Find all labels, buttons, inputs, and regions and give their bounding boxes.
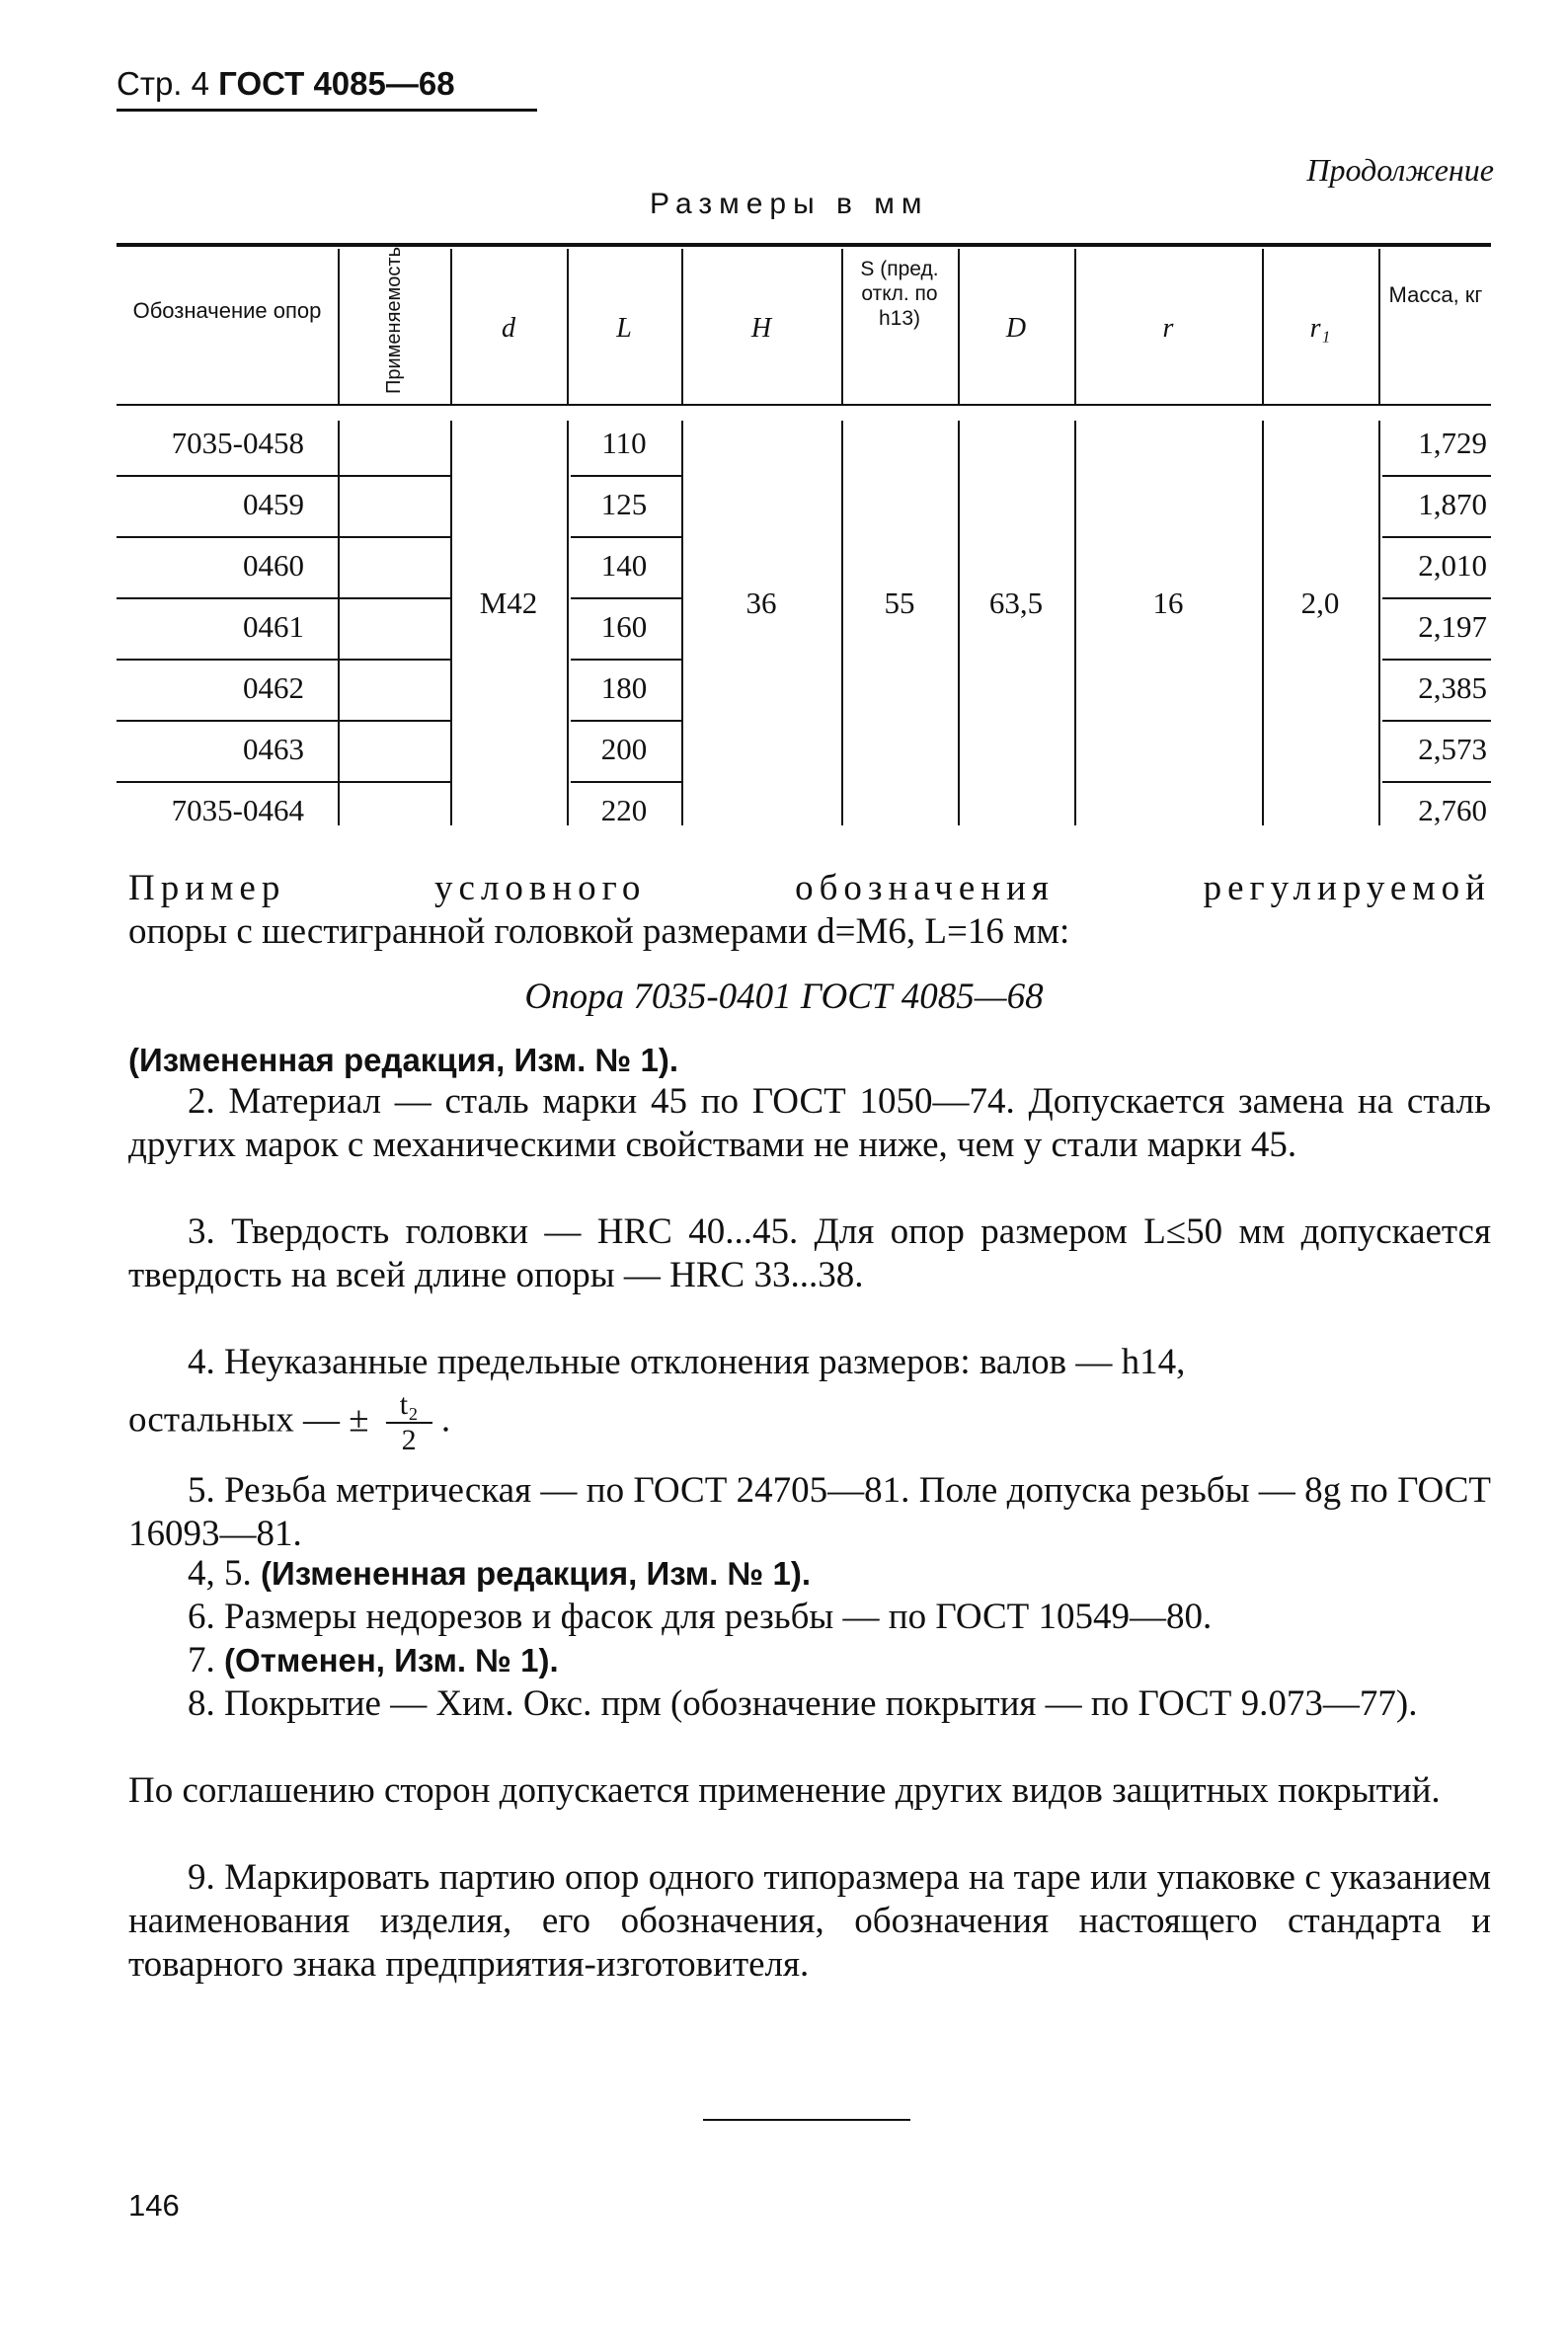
paragraph-45-prefix: 4, 5. [188,1553,252,1594]
table-cell-designation: 7035-0458 [171,426,304,460]
header-r1: r₁ [1309,313,1331,344]
example-intro-line1: Пример условного обозначения регулируемой [128,868,1491,908]
table-cell-L: 180 [600,670,648,705]
paragraph-5: 5. Резьба метрическая — по ГОСТ 24705—81. Поле допуска резьбы — 8g по ГОСТ 16093—81. [128,1470,1491,1554]
col-sep [958,421,960,825]
table-cell-mass: 2,573 [1418,732,1487,766]
standard-label: ГОСТ 4085—68 [218,65,455,102]
row-sep [117,475,450,477]
table-cell-designation: 0459 [243,487,304,521]
row-sep [571,597,681,599]
table-cell-mass: 2,197 [1418,609,1487,644]
row-sep [571,781,681,783]
col-sep [338,421,340,825]
header-r: r [1162,313,1174,344]
col-sep [1262,421,1264,825]
table-cell-L: 110 [601,426,647,460]
merged-S: 55 [884,586,915,620]
paragraph-2: 2. Материал — сталь марки 45 по ГОСТ 1050—74. Допускается замена на сталь других марок с механическими свойствами не ниже, чем у стали марки 45. [128,1081,1491,1165]
table-cell-mass: 2,010 [1418,548,1487,583]
row-sep [1382,659,1491,661]
footer-rule [703,2119,910,2121]
col-sep [450,421,452,825]
row-sep [1382,475,1491,477]
table-top-rule [117,243,1491,247]
table-header-rule [117,404,1491,406]
fraction [386,1388,432,1457]
example-designation: Опора 7035-0401 ГОСТ 4085—68 [524,976,1044,1017]
col-sep [841,249,843,404]
header-D: D [1005,313,1027,344]
row-sep [117,781,450,783]
header-applicability: Применяемость [383,247,405,394]
paragraph-7 [188,1639,559,1682]
header-designation: Обозначение опор [132,298,322,323]
row-sep [117,720,450,722]
continuation-label: Продолжение [1306,152,1494,188]
col-sep [338,249,340,404]
table-cell-L: 160 [600,609,648,644]
table-cell-designation: 0461 [243,609,304,644]
page-label: Стр. 4 [117,65,209,102]
header-rule [117,109,537,112]
table-cell-designation: 0460 [243,548,304,583]
example-intro-line2: опоры с шестигранной головкой размерами d=M6, L=16 мм: [128,911,1070,952]
row-sep [1382,597,1491,599]
fraction-denominator: 2 [401,1424,417,1456]
fraction-numerator: t₂ [386,1388,432,1424]
row-sep [117,597,450,599]
paragraph-4a: 4. Неуказанные предельные отклонения размеров: валов — h14, [188,1342,1186,1382]
merged-D: 63,5 [988,586,1044,620]
paragraph-6: 6. Размеры недорезов и фасок для резьбы — по ГОСТ 10549—80. [188,1597,1213,1637]
col-sep [1074,421,1076,825]
col-sep [681,421,683,825]
paragraph-4b-text: остальных — ± [128,1399,369,1441]
paragraph-7-prefix: 7. [188,1640,215,1680]
row-sep [1382,720,1491,722]
table-cell-L: 200 [600,732,648,766]
col-sep [841,421,843,825]
row-sep [1382,536,1491,538]
table-cell-mass: 1,870 [1418,487,1487,521]
header-H: H [750,313,772,344]
col-sep [1378,249,1380,404]
table-cell-designation: 0462 [243,670,304,705]
header-S: S (пред. откл. по h13) [860,258,939,331]
table-cell-mass: 2,385 [1418,670,1487,705]
revision-note: (Измененная редакция, Изм. № 1). [128,1042,678,1078]
row-sep [571,720,681,722]
paragraph-8: 8. Покрытие — Хим. Окс. прм (обозначение покрытия — по ГОСТ 9.073—77). [188,1683,1418,1724]
paragraph-9: 9. Маркировать партию опор одного типоразмера на таре или упаковке с указанием наименования изделия, его обозначения, обозначения настоящего стандарта и товарного знака предприятия-изготовителя. [128,1857,1491,1985]
header-applicability-cell [341,247,447,394]
merged-r: 16 [1152,586,1184,620]
row-sep [117,536,450,538]
paragraph-3: 3. Твердость головки — HRC 40...45. Для опор размером L≤50 мм допускается твердость на всей длине опоры — HRC 33...38. [128,1211,1491,1295]
page-header [117,65,455,103]
table-cell-mass: 1,729 [1418,426,1487,460]
header-d: d [502,313,515,344]
table-cell-L: 140 [600,548,648,583]
table-cell-designation: 7035-0464 [171,793,304,827]
row-sep [571,659,681,661]
dimensions-caption: Размеры в мм [650,188,929,220]
paragraph-45 [188,1552,811,1596]
table-cell-mass: 2,760 [1418,793,1487,827]
paragraph-4b: остальных — ± $\frac{\text{t₂}}{2}$ . [128,1388,451,1456]
table-cell-designation: 0463 [243,732,304,766]
table-cell-L: 220 [600,793,648,827]
paragraph-45-revision: (Измененная редакция, Изм. № 1). [261,1555,811,1592]
header-L: L [616,313,632,344]
merged-H: 36 [745,586,777,620]
row-sep [571,475,681,477]
table-cell-L: 125 [600,487,648,521]
merged-r1: 2,0 [1300,586,1340,620]
paragraph-8b: По соглашению сторон допускается применение других видов защитных покрытий. [128,1770,1441,1811]
row-sep [571,536,681,538]
page-number: 146 [128,2188,180,2223]
row-sep [117,659,450,661]
header-mass: Масса, кг [1388,282,1483,307]
row-sep [1382,781,1491,783]
merged-d: M42 [479,586,538,620]
paragraph-7-revision: (Отменен, Изм. № 1). [224,1642,559,1679]
